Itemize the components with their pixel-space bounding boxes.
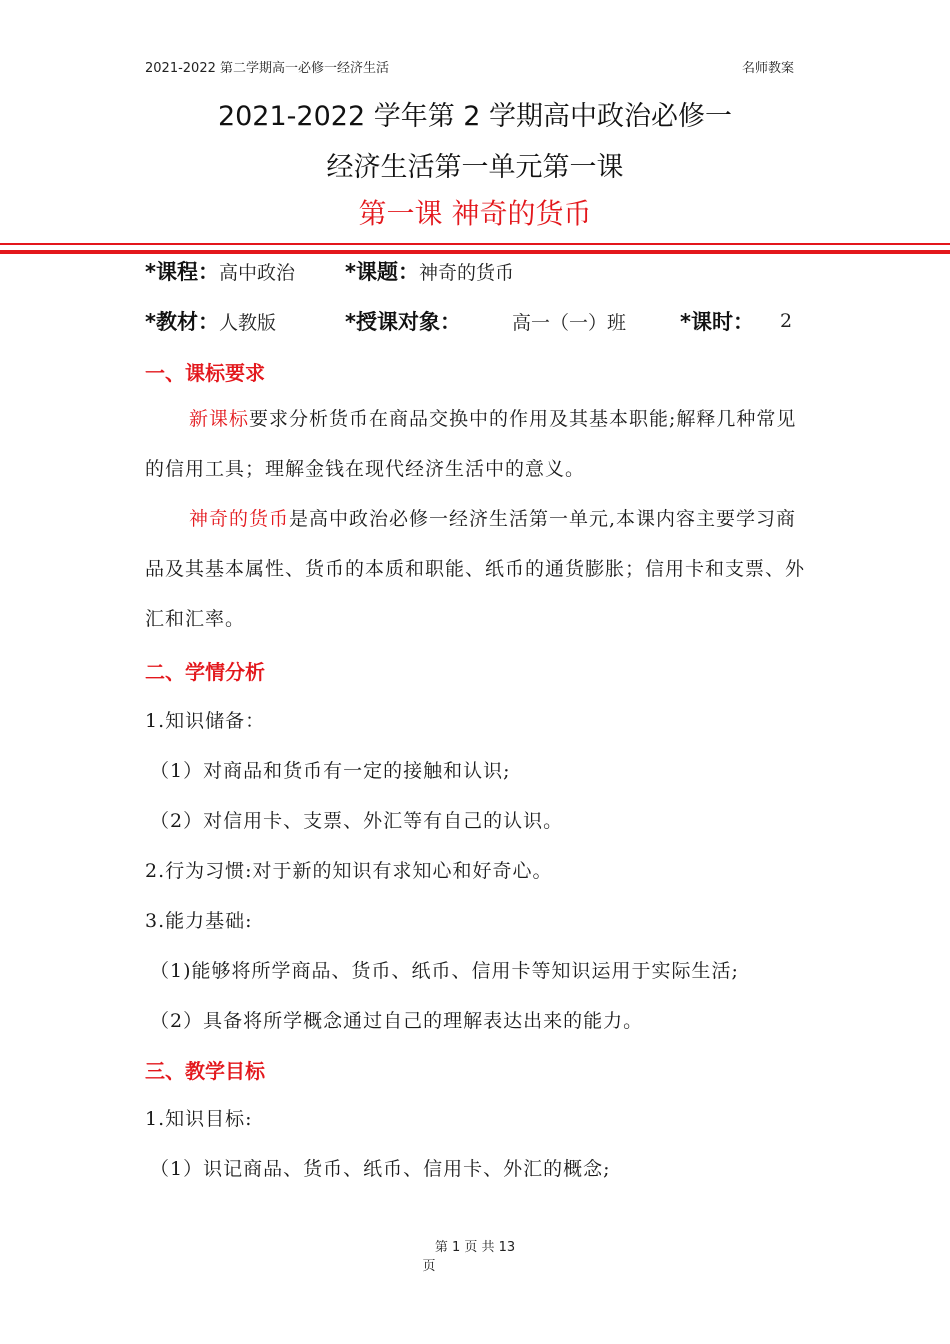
hours-label: *课时： (680, 310, 754, 334)
list-item: （1）对商品和货币有一定的接触和认识; (150, 760, 511, 782)
textbook-label: *教材： (145, 310, 219, 334)
list-item: 3.能力基础: (145, 910, 253, 932)
paragraph-lesson-overview (145, 494, 815, 644)
meta-audience (345, 306, 461, 336)
list-item: 1.知识储备： (145, 710, 266, 732)
paragraph-standards-text: 要求分析货币在商品交换中的作用及其基本职能;解释几种常见的信用工具；理解金钱在现代经济生活中的意义。 (145, 408, 797, 480)
audience-value: 高一（一）班 (512, 312, 627, 334)
audience-label: *授课对象： (345, 310, 461, 334)
title-divider-thick (0, 250, 950, 254)
topic-value: 神奇的货币 (418, 262, 514, 284)
list-item: （2）具备将所学概念通过自己的理解表达出来的能力。 (150, 1010, 644, 1032)
document-title-line-2: 经济生活第一单元第一课 (326, 152, 624, 183)
section-heading-standards: 一、课标要求 (145, 361, 265, 385)
running-header-right: 名师教案 (742, 61, 795, 76)
highlight-lesson-name: 神奇的货币 (189, 508, 290, 530)
textbook-value: 人教版 (218, 312, 276, 334)
hours-value-wrap (780, 310, 792, 332)
meta-hours (680, 306, 754, 336)
meta-course (145, 256, 295, 286)
section-heading-learner-analysis: 二、学情分析 (145, 660, 265, 684)
course-value: 高中政治 (218, 262, 295, 284)
list-item: （1)能够将所学商品、货币、纸币、信用卡等知识运用于实际生活; (150, 960, 739, 982)
highlight-new-standard: 新课标 (189, 408, 250, 430)
lesson-title: 第一课 神奇的货币 (358, 197, 592, 230)
document-title-line-1: 2021-2022 学年第 2 学期高中政治必修一 (217, 101, 733, 132)
list-item: 1.知识目标: (145, 1108, 253, 1130)
paragraph-standards (145, 394, 815, 494)
hours-value: 2 (780, 310, 793, 332)
page-number: 第 1 页 共 13 (434, 1240, 516, 1255)
topic-label: *课题： (345, 260, 419, 284)
running-header-left: 2021-2022 第二学期高一必修一经济生活 (145, 61, 389, 76)
meta-topic (345, 256, 514, 286)
title-divider-thin (0, 243, 950, 245)
list-item: （1）识记商品、货币、纸币、信用卡、外汇的概念; (150, 1158, 611, 1180)
paragraph-overview-text: 是高中政治必修一经济生活第一单元,本课内容主要学习商品及其基本属性、货币的本质和职能、纸币的通货膨胀；信用卡和支票、外汇和汇率。 (145, 508, 806, 630)
page-number-suffix: 页 (422, 1259, 436, 1274)
section-heading-teaching-goals: 三、教学目标 (145, 1059, 265, 1083)
course-label: *课程： (145, 260, 219, 284)
meta-textbook (145, 306, 276, 336)
list-item: （2）对信用卡、支票、外汇等有自己的认识。 (150, 810, 564, 832)
list-item: 2.行为习惯:对于新的知识有求知心和好奇心。 (145, 860, 553, 882)
audience-value-wrap (512, 308, 626, 335)
